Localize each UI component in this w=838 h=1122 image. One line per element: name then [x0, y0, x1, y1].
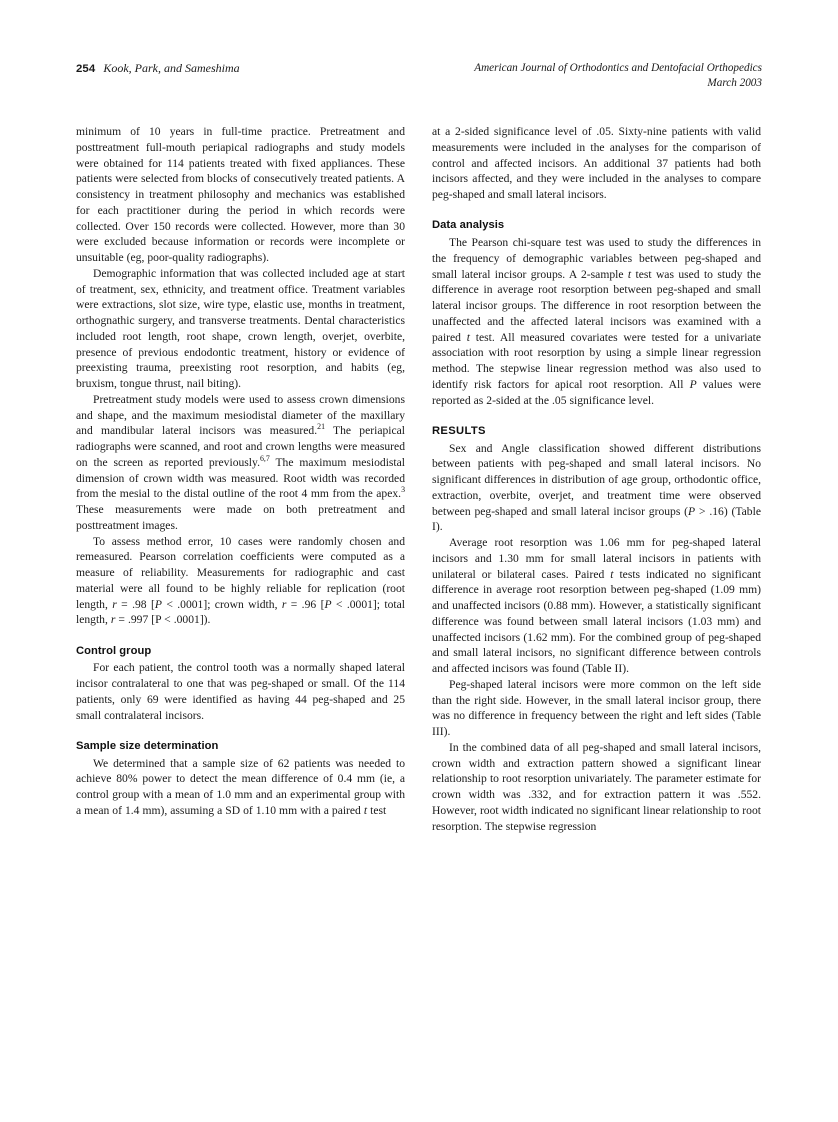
stat-symbol: P	[324, 597, 332, 611]
text-run: = .997 [P < .0001]).	[115, 613, 211, 627]
paragraph	[432, 441, 761, 536]
text-run: We determined that a sample size of 62 patients was needed to achieve 80% power to detect the mean difference of 0.4 mm (ie, a control group with a mean of 1.0 mm and an experimental group with a mean of 1.4 mm), assuming a SD of 1.10 mm with a paired	[76, 756, 405, 817]
section-heading-data-analysis: Data analysis	[432, 219, 505, 232]
stat-symbol: t	[363, 803, 368, 817]
running-head-right	[474, 61, 762, 90]
reference-marker: 3	[401, 485, 405, 495]
text-run: test. All measured covariates were tested for a univariate association with root resorption by using a simple linear regression method. The stepwise linear regression method was also used to identify risk factors for apical root resorption. All	[432, 330, 761, 391]
text-run: To assess method error, 10 cases were randomly chosen and remeasured. Pearson correlation coefficients were computed as a measure of reliability. Measurements for radiographic and cast material were all found to be highly reliable for replication (root length,	[76, 534, 405, 611]
reference-marker: 6,7	[259, 453, 270, 463]
stat-symbol: P	[689, 377, 697, 391]
text-run: The periapical radiographs were scanned, and root and crown lengths were measured on the screen as reported previously.	[76, 424, 405, 469]
stat-symbol: P	[688, 504, 696, 518]
text-run: The maximum mesiodistal dimension of crown width was measured. Root width was recorded from the mesial to the distal outline of the root 4 mm from the apex.	[76, 455, 406, 501]
text-run: Pretreatment study models were used to assess crown dimensions and shape, and the maximum mesiodistal diameter of the maxillary and mandibular lateral incisors was measured.	[76, 392, 405, 438]
reference-marker: 21	[317, 422, 325, 432]
text-run: > .16) (Table I).	[432, 504, 761, 534]
stat-symbol: r	[112, 597, 117, 611]
text-run: < .0001]; crown width,	[161, 597, 282, 611]
body-columns	[76, 124, 762, 1084]
paragraph	[76, 756, 405, 819]
journal-title: American Journal of Orthodontics and Dentofacial Orthopedics	[474, 62, 762, 74]
paragraph: In the combined data of all peg-shaped and small lateral incisors, crown width and extraction pattern showed a significant linear relationship to root resorption univariately. The parameter estimate for crown width was .332, and for extraction pattern it was .552. However, root width indicated no significant linear relationship to root resorption. The stepwise regression	[432, 740, 761, 833]
text-run: test was used to study the difference in average root resorption between peg-shaped and small lateral incisor groups. The difference in root resorption between the unaffected and the affected lateral incisors was examined with a paired	[432, 267, 761, 344]
stat-symbol: t	[610, 567, 614, 581]
section-heading-sample-size: Sample size determination	[76, 739, 219, 752]
spacer	[432, 203, 761, 219]
spacer	[76, 723, 405, 739]
paragraph: Peg-shaped lateral incisors were more common on the left side than the right side. However, in the small lateral incisor group, there was no difference in frequency between the right and left sides (Table III).	[432, 677, 761, 739]
paragraph: Demographic information that was collected included age at start of treatment, sex, ethnicity, and treatment office. Treatment variables were extractions, slot size, wire type, elastic use, months in treatment, orthognathic surgery, and transverse treatments. Dental characteristics included root length, root shape, crown length, overjet, overbite, presence of previous endodontic treatment, history or evidence of preexisting trauma, preexisting root resorption, and habits (eg, bruxism, tongue thrust, nail biting).	[76, 266, 405, 390]
spacer	[76, 628, 405, 644]
text-run: Average root resorption was 1.06 mm for peg-shaped lateral incisors and 1.30 mm for small lateral incisors in patients with unilateral or bilateral cases. Paired	[432, 536, 761, 581]
paragraph	[76, 534, 405, 629]
running-head	[76, 61, 762, 90]
stat-symbol: t	[627, 267, 632, 281]
paragraph: at a 2-sided significance level of .05. Sixty-nine patients with valid measurements were included in the analyses for the comparison of control and affected incisors. An additional 37 patients had both incisors affected, and they were included in the analyses to compare peg-shaped and small lateral incisors.	[432, 125, 761, 201]
issue-date: March 2003	[707, 76, 762, 89]
stat-symbol: r	[281, 597, 287, 611]
text-run: tests indicated no significant difference in average root resorption between peg-shaped (1.09 mm) and unaffected incisors (0.88 mm). However, a statistically significant difference was found between small lateral incisors (1.03 mm) and unaffected incisors (1.62 mm). For the combined group of peg-shaped and small lateral incisors, no significant difference between controls and affected incisors was found (Table II).	[432, 567, 761, 676]
text-run: The Pearson chi-square test was used to study the differences in the frequency of demographic variables between peg-shaped and small lateral incisor groups. A 2-sample	[432, 236, 761, 281]
stat-symbol: r	[110, 613, 116, 627]
text-run: Sex and Angle classification showed different distributions between patients with peg-shaped and small lateral incisors. No significant differences in distribution of age group, orthodontic office, extraction, overbite, overjet, and treatment time were observed between peg-shaped and small lateral incisor groups (	[432, 441, 761, 518]
paragraph	[432, 235, 761, 408]
right-column	[432, 124, 761, 1084]
left-column	[76, 124, 405, 1084]
spacer	[432, 408, 761, 424]
paragraph	[432, 535, 761, 677]
running-head-authors: Kook, Park, and Sameshima	[103, 61, 240, 75]
paragraph	[76, 392, 405, 534]
stat-symbol: P	[154, 597, 162, 611]
paragraph: minimum of 10 years in full-time practice. Pretreatment and posttreatment full-mouth periapical radiographs and study models were obtained for 114 patients treated with fixed appliances. These patients were selected from blocks of consecutively treated patients. A consistency in treatment philosophy and mechanics was established for each practitioner during the period in which records were collected. Over 150 records were collected. However, more than 30 were excluded because information or records were incomplete or unsuitable (eg, poor-quality radiographs).	[76, 125, 405, 264]
running-head-left	[76, 61, 240, 76]
text-run: values were reported as 2-sided at the .05 significance level.	[432, 377, 761, 407]
text-run: These measurements were made on both pretreatment and posttreatment images.	[76, 503, 405, 532]
page-number: 254	[76, 63, 96, 75]
text-run: = .96 [	[286, 597, 325, 611]
section-heading-results: RESULTS	[432, 424, 486, 437]
text-run: < .0001]; total length,	[76, 597, 406, 627]
text-run: = .98 [	[116, 597, 155, 611]
stat-symbol: t	[466, 330, 470, 344]
section-heading-control-group: Control group	[76, 644, 152, 657]
text-run: test	[367, 803, 387, 817]
paragraph: For each patient, the control tooth was a normally shaped lateral incisor contralateral to one that was peg-shaped or small. Of the 114 patients, only 69 were identified as having 44 peg-shaped and 25 small contralateral incisors.	[76, 661, 405, 722]
